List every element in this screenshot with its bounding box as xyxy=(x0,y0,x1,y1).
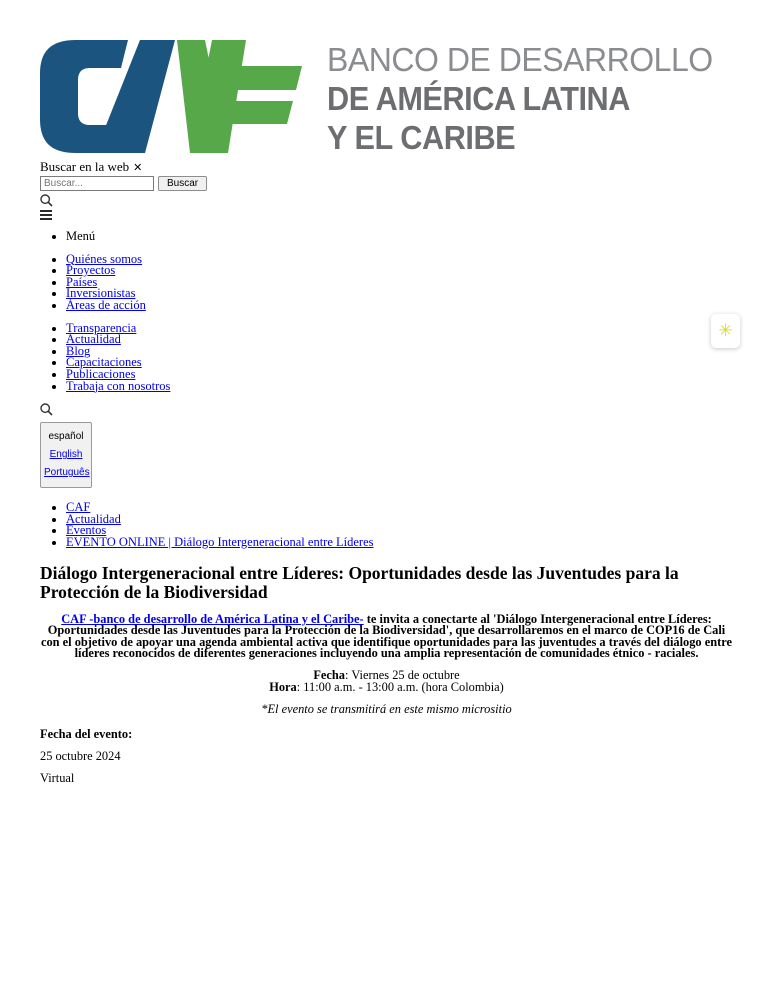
close-icon[interactable]: ✕ xyxy=(133,161,143,174)
brand-line-2: DE AMÉRICA LATINA xyxy=(327,80,630,117)
caf-logo[interactable] xyxy=(40,40,305,153)
breadcrumb-link-evento-online[interactable]: EVENTO ONLINE | Diálogo Intergeneracional entre Líderes xyxy=(66,534,374,549)
accessibility-widget-button[interactable] xyxy=(711,314,740,348)
nav-item-areas-de-accion[interactable] xyxy=(66,297,733,312)
brand-wordmark xyxy=(327,40,725,157)
intro-text: te invita a conectarte al 'Diálogo Intergeneracional entre Líderes: Oportunidades desde las Juventudes para la Protección de la Biodiversidad', que desarrollaremos en el marco de COP16 de Cali con el objetivo de apoyar una agenda ambiental activa que identifique oportunidades para las juventudes a través del diálogo entre líderes reconocidos de diferentes generaciones incluyendo una amplia representación de comunidades étnico - raciales. xyxy=(40,611,733,661)
nav-link-publicaciones[interactable]: Publicaciones xyxy=(66,366,136,381)
breadcrumb-item-caf[interactable] xyxy=(66,502,733,514)
caf-intro-link[interactable]: CAF -banco de desarrollo de América Latina y el Caribe- xyxy=(61,611,364,626)
nav-item-capacitaciones[interactable] xyxy=(66,357,733,369)
nav-item-actualidad[interactable] xyxy=(66,334,733,346)
nav-item-quienes-somos[interactable] xyxy=(66,251,733,266)
language-option-english[interactable]: English xyxy=(49,449,83,461)
nav-item-inversionistas[interactable] xyxy=(66,288,733,300)
search-input[interactable] xyxy=(40,176,154,191)
breadcrumb-item-evento-online[interactable] xyxy=(66,534,733,549)
menu-toggle-list xyxy=(40,231,733,243)
language-selector xyxy=(40,422,92,488)
intro-paragraph xyxy=(40,611,733,661)
nav-item-paises[interactable] xyxy=(66,274,733,289)
event-date-value: 25 octubre 2024 xyxy=(40,749,121,764)
nav-link-trabaja-con-nosotros[interactable]: Trabaja con nosotros xyxy=(66,378,171,393)
nav-item-blog[interactable] xyxy=(66,343,733,358)
breadcrumb-item-actualidad[interactable] xyxy=(66,511,733,526)
nav-link-quienes-somos[interactable]: Quiénes somos xyxy=(66,251,143,266)
accessibility-asterisk-icon: ✳ xyxy=(718,320,733,341)
time-label: Hora xyxy=(269,679,297,694)
main-navigation xyxy=(40,231,733,549)
search-icon[interactable] xyxy=(40,194,53,207)
streaming-note: *El evento se transmitirá en este mismo micrositio xyxy=(261,702,512,717)
language-option-portugues[interactable]: Português xyxy=(44,467,90,479)
brand-line-1: BANCO DE DESARROLLO xyxy=(327,41,713,78)
nav-item-transparencia[interactable] xyxy=(66,320,733,335)
caf-logo-icon xyxy=(40,40,305,153)
menu-icon[interactable] xyxy=(40,210,52,220)
site-header xyxy=(40,40,733,549)
nav-link-areas-de-accion[interactable]: Áreas de acción xyxy=(66,297,146,312)
language-current: español xyxy=(48,431,84,443)
search-icon-secondary[interactable] xyxy=(40,403,53,416)
nav-link-proyectos[interactable]: Proyectos xyxy=(66,263,116,278)
time-value: : 11:00 a.m. - 13:00 a.m. (hora Colombia) xyxy=(296,679,504,694)
breadcrumb-link-actualidad[interactable]: Actualidad xyxy=(66,511,121,526)
event-main xyxy=(40,564,733,785)
nav-link-transparencia[interactable]: Transparencia xyxy=(66,320,137,335)
nav-link-capacitaciones[interactable]: Capacitaciones xyxy=(66,355,142,370)
search-button[interactable]: Buscar xyxy=(158,176,207,191)
primary-menu xyxy=(40,251,733,312)
nav-item-proyectos[interactable] xyxy=(66,265,733,277)
logo-row xyxy=(40,40,733,157)
nav-link-inversionistas[interactable]: Inversionistas xyxy=(66,286,136,301)
brand-line-3: Y EL CARIBE xyxy=(327,119,516,156)
breadcrumb-link-caf[interactable]: CAF xyxy=(66,500,91,515)
search-row xyxy=(40,176,733,191)
nav-link-actualidad[interactable]: Actualidad xyxy=(66,332,121,347)
event-mode: Virtual xyxy=(40,770,75,785)
menu-toggle[interactable]: • Menú xyxy=(66,231,733,243)
secondary-menu xyxy=(40,320,733,393)
date-label: Fecha xyxy=(313,667,345,682)
nav-link-blog[interactable]: Blog xyxy=(66,343,91,358)
nav-link-paises[interactable]: Países xyxy=(66,274,98,289)
breadcrumb-link-eventos[interactable]: Eventos xyxy=(66,523,107,538)
nav-item-trabaja-con-nosotros[interactable] xyxy=(66,378,733,393)
event-date-label: Fecha del evento: xyxy=(40,727,133,742)
date-value: : Viernes 25 de octubre xyxy=(345,667,460,682)
search-label-row xyxy=(40,160,733,174)
page-title: Diálogo Intergeneracional entre Líderes: Oportunidades desde las Juventudes para la Protección de la Biodiversidad xyxy=(40,562,679,602)
breadcrumb xyxy=(40,502,733,548)
event-schedule xyxy=(40,667,733,694)
search-label: Buscar en la web xyxy=(40,159,130,174)
